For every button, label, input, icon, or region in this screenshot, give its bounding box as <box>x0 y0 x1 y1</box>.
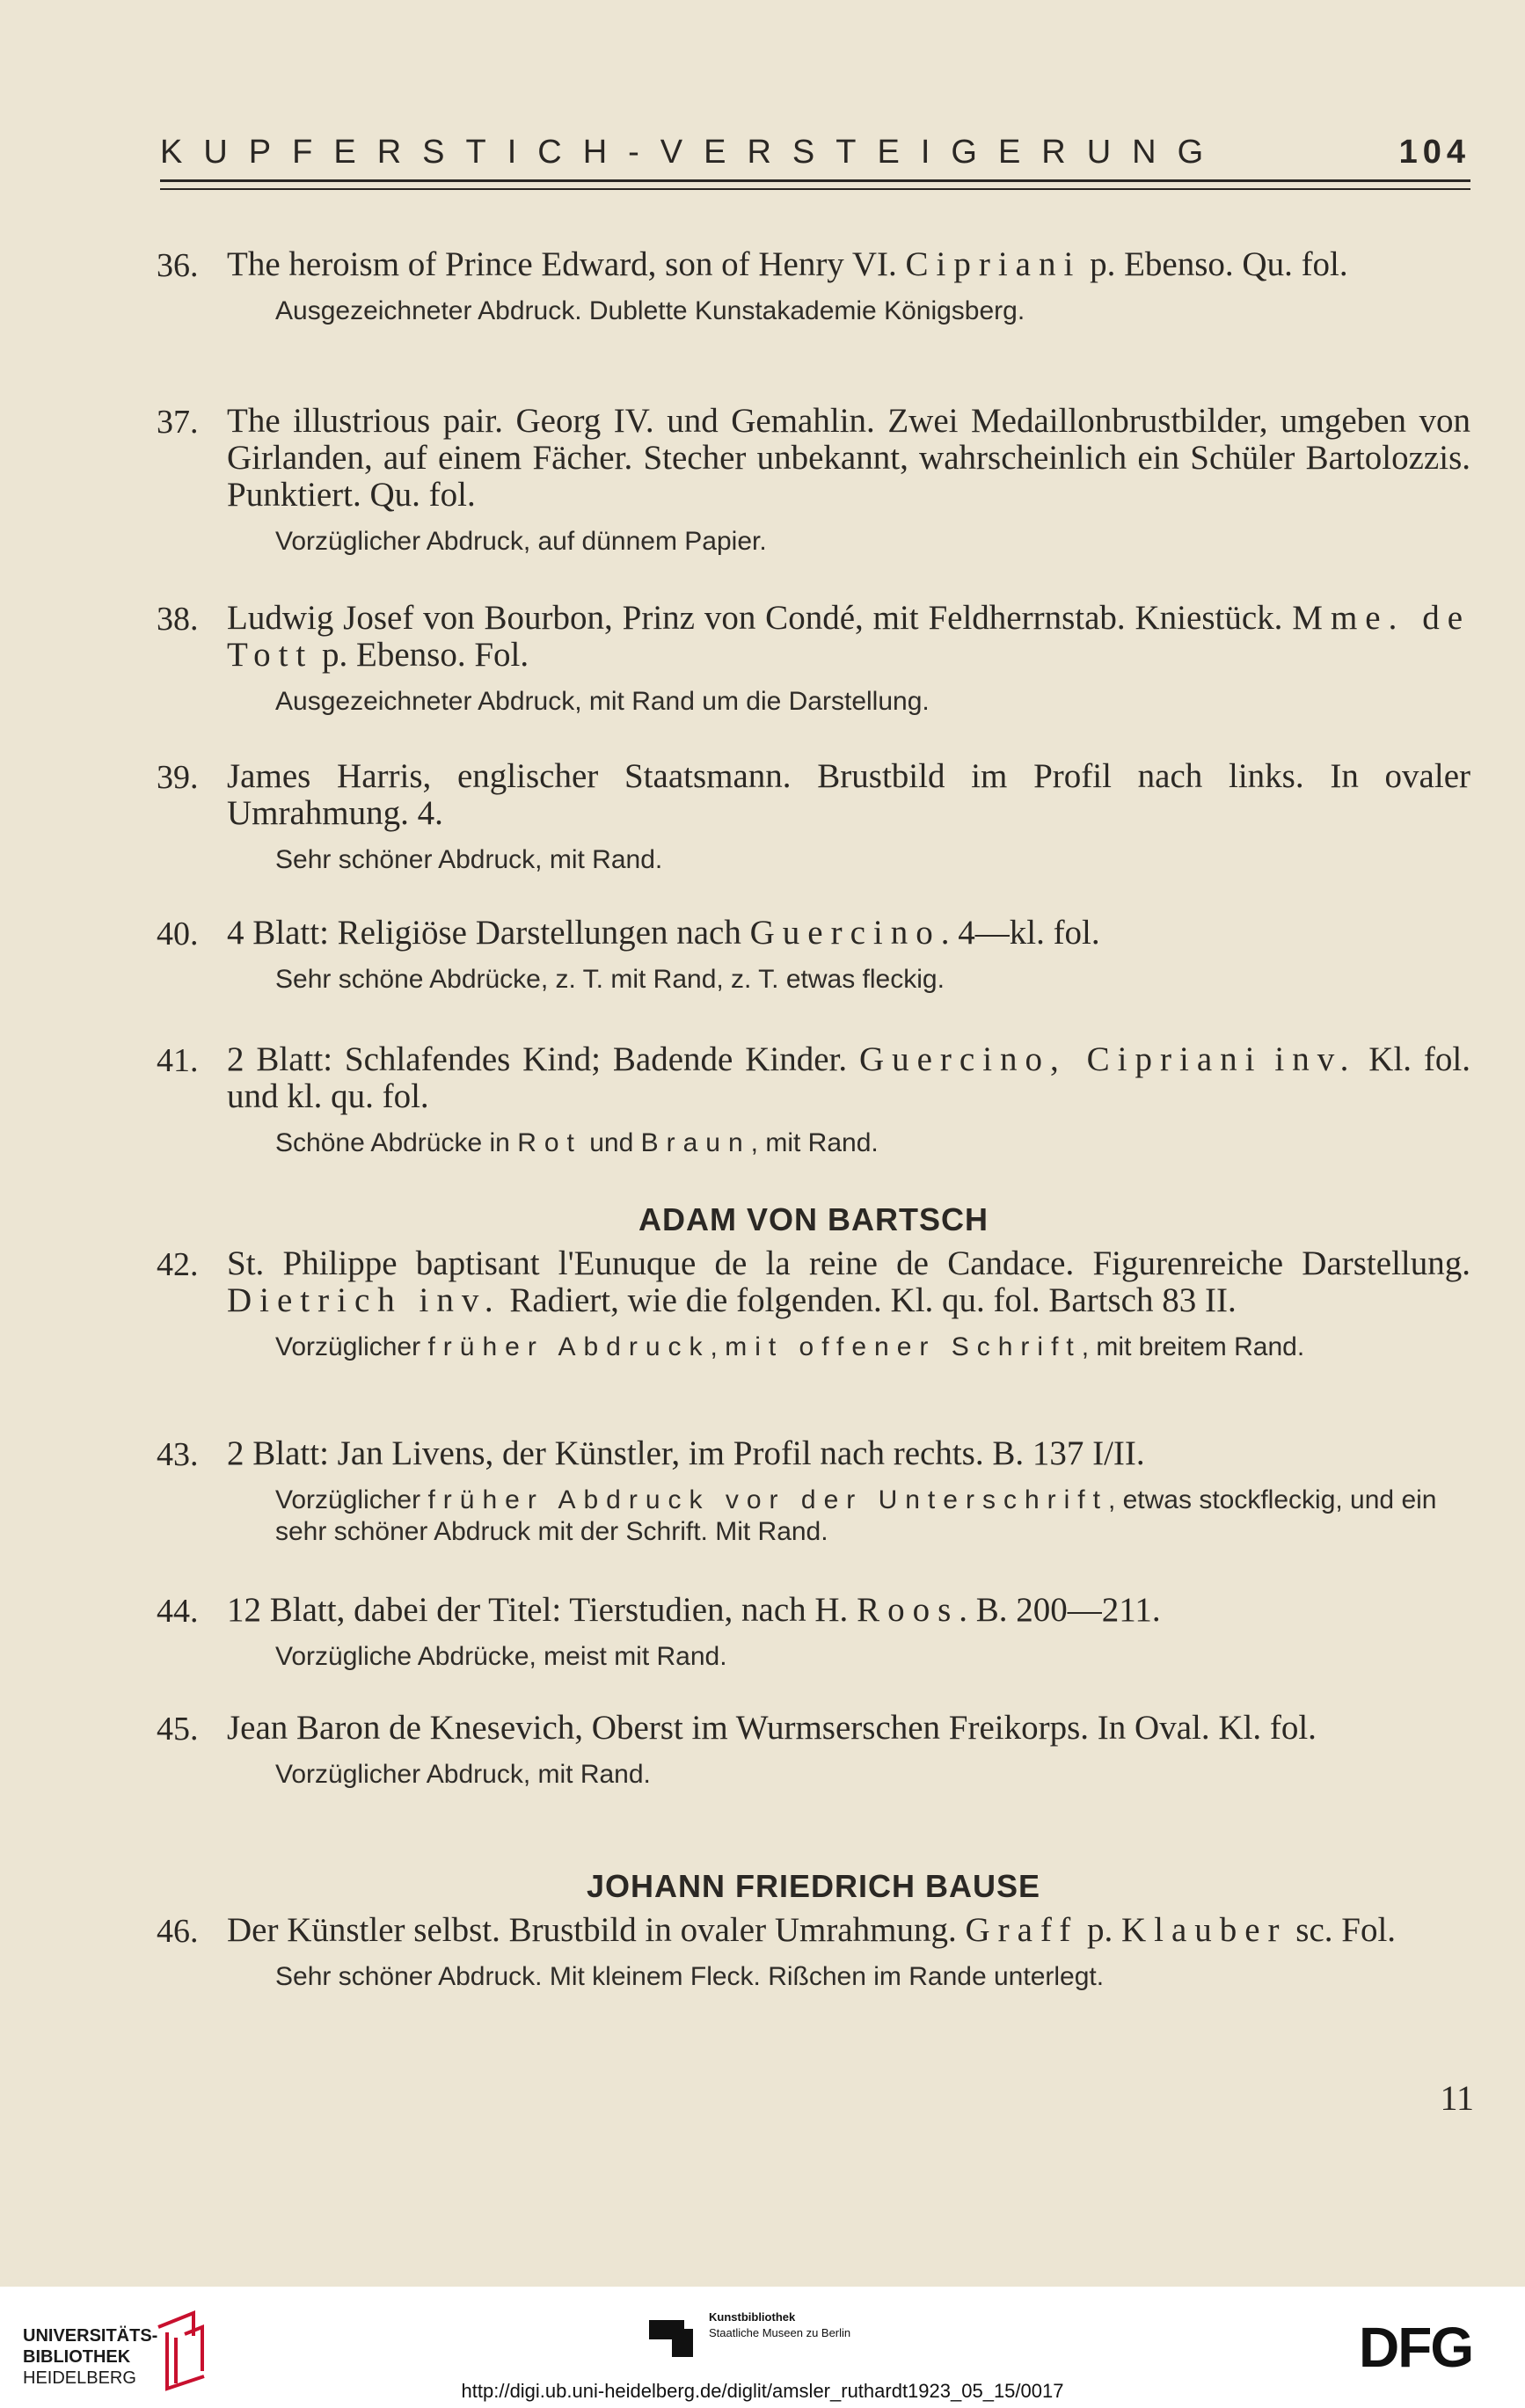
catalog-entry <box>157 1041 1470 1159</box>
entry-condition-note: Vorzüglicher früher Abdruck vor der Unterschrift, etwas stockfleckig, und ein sehr schöner Abdruck mit der Schrift. Mit Rand. <box>275 1485 1437 1546</box>
entry-condition-note: Vorzüglicher früher Abdruck, mit offener Schrift, mit breitem Rand. <box>275 1332 1305 1361</box>
entry-condition-note: Schöne Abdrücke in Rot und Braun, mit Rand. <box>275 1128 879 1157</box>
kunstbibliothek-logo-icon <box>649 2311 697 2359</box>
letterspaced-name: Roos <box>857 1591 960 1629</box>
source-url[interactable]: http://digi.ub.uni-heidelberg.de/diglit/amsler_ruthardt1923_05_15/0017 <box>461 2380 1064 2402</box>
entry-description: 4 Blatt: Religiöse Darstellungen nach Guercino. 4—kl. fol. <box>227 914 1100 952</box>
uni-line-1: UNIVERSITÄTS- <box>23 2326 158 2346</box>
catalog-entry <box>157 403 1470 558</box>
letterspaced-name: Guercino, Cipriani <box>858 1040 1263 1078</box>
entry-condition-note: Sehr schöner Abdruck. Mit kleinem Fleck. Rißchen im Rande unterlegt. <box>275 1962 1105 1991</box>
entry-condition-note: Ausgezeichneter Abdruck, mit Rand um die Darstellung. <box>275 687 930 716</box>
entry-condition-note: Sehr schöner Abdruck, mit Rand. <box>275 845 663 874</box>
letterspaced-name: inv. <box>1274 1040 1357 1078</box>
letterspaced-name: Braun <box>640 1128 751 1157</box>
entry-description: 2 Blatt: Schlafendes Kind; Badende Kinder. Guercino, Cipriani inv. Kl. fol. und kl. qu. fol. <box>227 1040 1470 1115</box>
letterspaced-name: Guercino <box>749 914 941 952</box>
catalog-entry <box>157 1592 1470 1673</box>
entry-number: 43. <box>157 1436 199 1473</box>
header-rule-thin <box>160 188 1470 190</box>
entry-number: 46. <box>157 1913 199 1950</box>
entry-description: St. Philippe baptisant l'Eunuque de la reine de Candace. Figurenreiche Darstellung. Dietrich inv. Radiert, wie die folgenden. Kl. qu. fol. Bartsch 83 II. <box>227 1244 1470 1319</box>
entry-condition-note: Vorzüglicher Abdruck, mit Rand. <box>275 1760 651 1789</box>
catalog-entry <box>157 1710 1470 1791</box>
running-head <box>160 134 1470 171</box>
entry-number: 37. <box>157 404 199 441</box>
letterspaced-name: früher Abdruck vor der Unterschrift <box>427 1485 1108 1514</box>
entry-number: 36. <box>157 247 199 284</box>
entry-number: 45. <box>157 1711 199 1748</box>
entry-number: 44. <box>157 1593 199 1630</box>
entry-condition-note: Vorzügliche Abdrücke, meist mit Rand. <box>275 1642 727 1671</box>
letterspaced-name: mit offener Schrift <box>725 1332 1082 1361</box>
entry-description: Der Künstler selbst. Brustbild in ovaler Umrahmung. Graff p. Klauber sc. Fol. <box>227 1911 1397 1949</box>
catalog-entry <box>157 1435 1470 1548</box>
entry-number: 40. <box>157 916 199 952</box>
entry-number: 41. <box>157 1042 199 1079</box>
entry-condition-note: Ausgezeichneter Abdruck. Dublette Kunstakademie Königsberg. <box>275 296 1025 325</box>
catalog-entry <box>157 1912 1470 1993</box>
entry-description: The illustrious pair. Georg IV. und Gemahlin. Zwei Medaillonbrustbilder, umgeben von Girlanden, auf einem Fächer. Stecher unbekannt, wahrscheinlich ein Schüler Bartolozzis. Punktiert. Qu. fol. <box>227 402 1470 514</box>
letterspaced-name: Klauber <box>1120 1911 1288 1949</box>
entry-description: 12 Blatt, dabei der Titel: Tierstudien, nach H. Roos. B. 200—211. <box>227 1591 1161 1629</box>
letterspaced-name: Cipriani <box>905 245 1082 283</box>
section-heading: JOHANN FRIEDRICH BAUSE <box>586 1868 1041 1904</box>
entry-description: 2 Blatt: Jan Livens, der Künstler, im Profil nach rechts. B. 137 I/II. <box>227 1434 1145 1472</box>
catalog-entry <box>157 915 1470 996</box>
entry-description: The heroism of Prince Edward, son of Henry VI. Cipriani p. Ebenso. Qu. fol. <box>227 245 1348 283</box>
uni-line-2: BIBLIOTHEK <box>23 2347 131 2367</box>
running-head-title: KUPFERSTICH-VERSTEIGERUNG <box>160 134 1225 171</box>
entry-number: 38. <box>157 601 199 638</box>
entry-condition-note: Vorzüglicher Abdruck, auf dünnem Papier. <box>275 527 767 556</box>
running-head-number: 104 <box>1398 134 1470 171</box>
header-rule <box>160 179 1470 182</box>
section-heading: ADAM VON BARTSCH <box>638 1201 989 1237</box>
letterspaced-name: früher Abdruck <box>427 1332 711 1361</box>
catalog-entry <box>157 246 1470 327</box>
entry-number: 42. <box>157 1246 199 1283</box>
kb-line-2: Staatliche Museen zu Berlin <box>709 2326 851 2339</box>
catalog-entry <box>157 758 1470 876</box>
letterspaced-name: Graff <box>965 1911 1079 1949</box>
page-number: 11 <box>1440 2078 1474 2118</box>
uni-line-3: HEIDELBERG <box>23 2368 136 2388</box>
letterspaced-name: Rot <box>517 1128 582 1157</box>
letterspaced-name: Dietrich inv. <box>227 1281 501 1319</box>
entry-condition-note: Sehr schöne Abdrücke, z. T. mit Rand, z. T. etwas fleckig. <box>275 965 945 994</box>
catalog-entry <box>157 600 1470 718</box>
entry-description: Jean Baron de Knesevich, Oberst im Wurmserschen Freikorps. In Oval. Kl. fol. <box>227 1709 1317 1747</box>
entry-description: James Harris, englischer Staatsmann. Brustbild im Profil nach links. In ovaler Umrahmung. 4. <box>227 757 1470 832</box>
letterspaced-name: Mme. de Tott <box>227 599 1471 674</box>
entry-description: Ludwig Josef von Bourbon, Prinz von Condé, mit Feldherrnstab. Kniestück. Mme. de Tott p. Ebenso. Fol. <box>227 599 1471 674</box>
kunstbibliothek-logo-text <box>709 2309 850 2341</box>
entry-number: 39. <box>157 759 199 796</box>
dfg-logo: DFG <box>1359 2316 1473 2379</box>
kb-line-1: Kunstbibliothek <box>709 2310 796 2324</box>
catalog-entry <box>157 1245 1470 1363</box>
